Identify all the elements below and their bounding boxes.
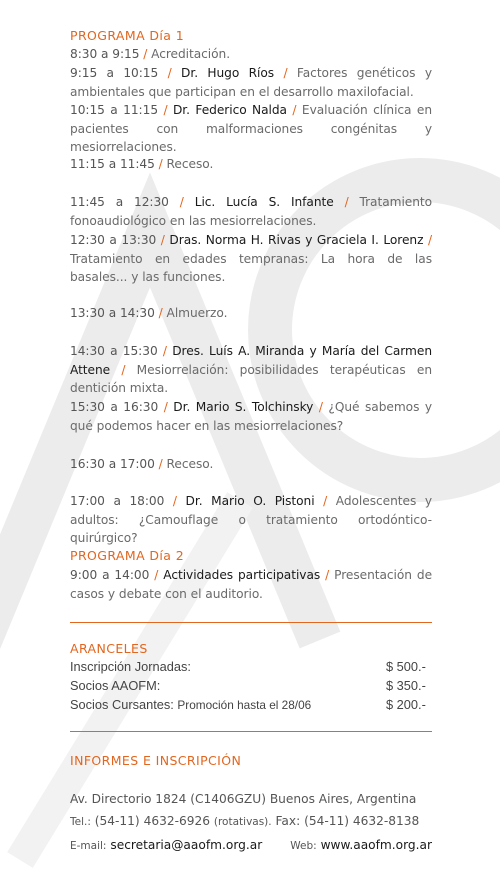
schedule-entry: 8:30 a 9:15 / Acreditación. [70,47,231,61]
schedule-entry: 9:00 a 14:00 / Actividades participativas / Presentación de casos y debate con el auditorio. [70,568,433,601]
info-title: INFORMES E INSCRIPCIÓN [70,753,242,768]
schedule-entry: 13:30 a 14:30 / Almuerzo. [70,306,228,320]
day2-title: PROGRAMA Día 2 [70,548,185,563]
divider [70,731,432,732]
web-link[interactable]: www.aaofm.org.ar [320,838,432,852]
schedule-entry: 9:15 a 10:15 / Dr. Hugo Ríos / Factores genéticos y ambientales que participan en el desarrollo maxilofacial. [70,66,432,99]
fee-row: Socios Cursantes: Promoción hasta el 28/06 $ 200.- [70,697,432,712]
schedule-entry: 11:45 a 12:30 / Lic. Lucía S. Infante / Tratamiento fonoaudiológico en las mesiorrelaciones. [70,195,433,228]
contact-line: E-mail: secretaria@aaofm.org.ar Web: www.aaofm.org.ar [70,838,432,852]
schedule-entry: 10:15 a 11:15 / Dr. Federico Nalda / Evaluación clínica en pacientes con malformaciones congénitas y mesiorrelaciones. [70,103,433,155]
fees-title: ARANCELES [70,641,148,656]
email-link[interactable]: secretaria@aaofm.org.ar [110,838,263,852]
schedule-entry: 15:30 a 16:30 / Dr. Mario S. Tolchinsky / ¿Qué sabemos y qué podemos hacer en las mesiorrelaciones? [70,400,433,433]
day1-title: PROGRAMA Día 1 [70,28,185,43]
schedule-entry: 17:00 a 18:00 / Dr. Mario O. Pistoni / Adolescentes y adultos: ¿Camouflage o tratamiento ortodóntico-quirúrgico? [70,494,432,546]
schedule-entry: 14:30 a 15:30 / Dres. Luís A. Miranda y María del Carmen Attene / Mesiorrelación: posibilidades terapéuticas en dentición mixta. [70,344,433,396]
divider [70,622,432,623]
fee-row: Inscripción Jornadas: $ 500.- [70,659,432,674]
phone-line: Tel.: (54-11) 4632-6926 (rotativas). Fax: (54-11) 4632-8138 [70,814,420,828]
schedule-entry: 12:30 a 13:30 / Dras. Norma H. Rivas y Graciela I. Lorenz / Tratamiento en edades tempranas: La hora de las basales... y las funciones. [70,233,433,285]
fee-row: Socios AAOFM: $ 350.- [70,678,432,693]
fee-price: $ 350.- [386,678,426,693]
schedule-entry: 11:15 a 11:45 / Receso. [70,157,214,171]
fee-price: $ 500.- [386,659,426,674]
address: Av. Directorio 1824 (C1406GZU) Buenos Aires, Argentina [70,792,417,806]
fee-price: $ 200.- [386,697,426,712]
schedule-entry: 16:30 a 17:00 / Receso. [70,457,214,471]
